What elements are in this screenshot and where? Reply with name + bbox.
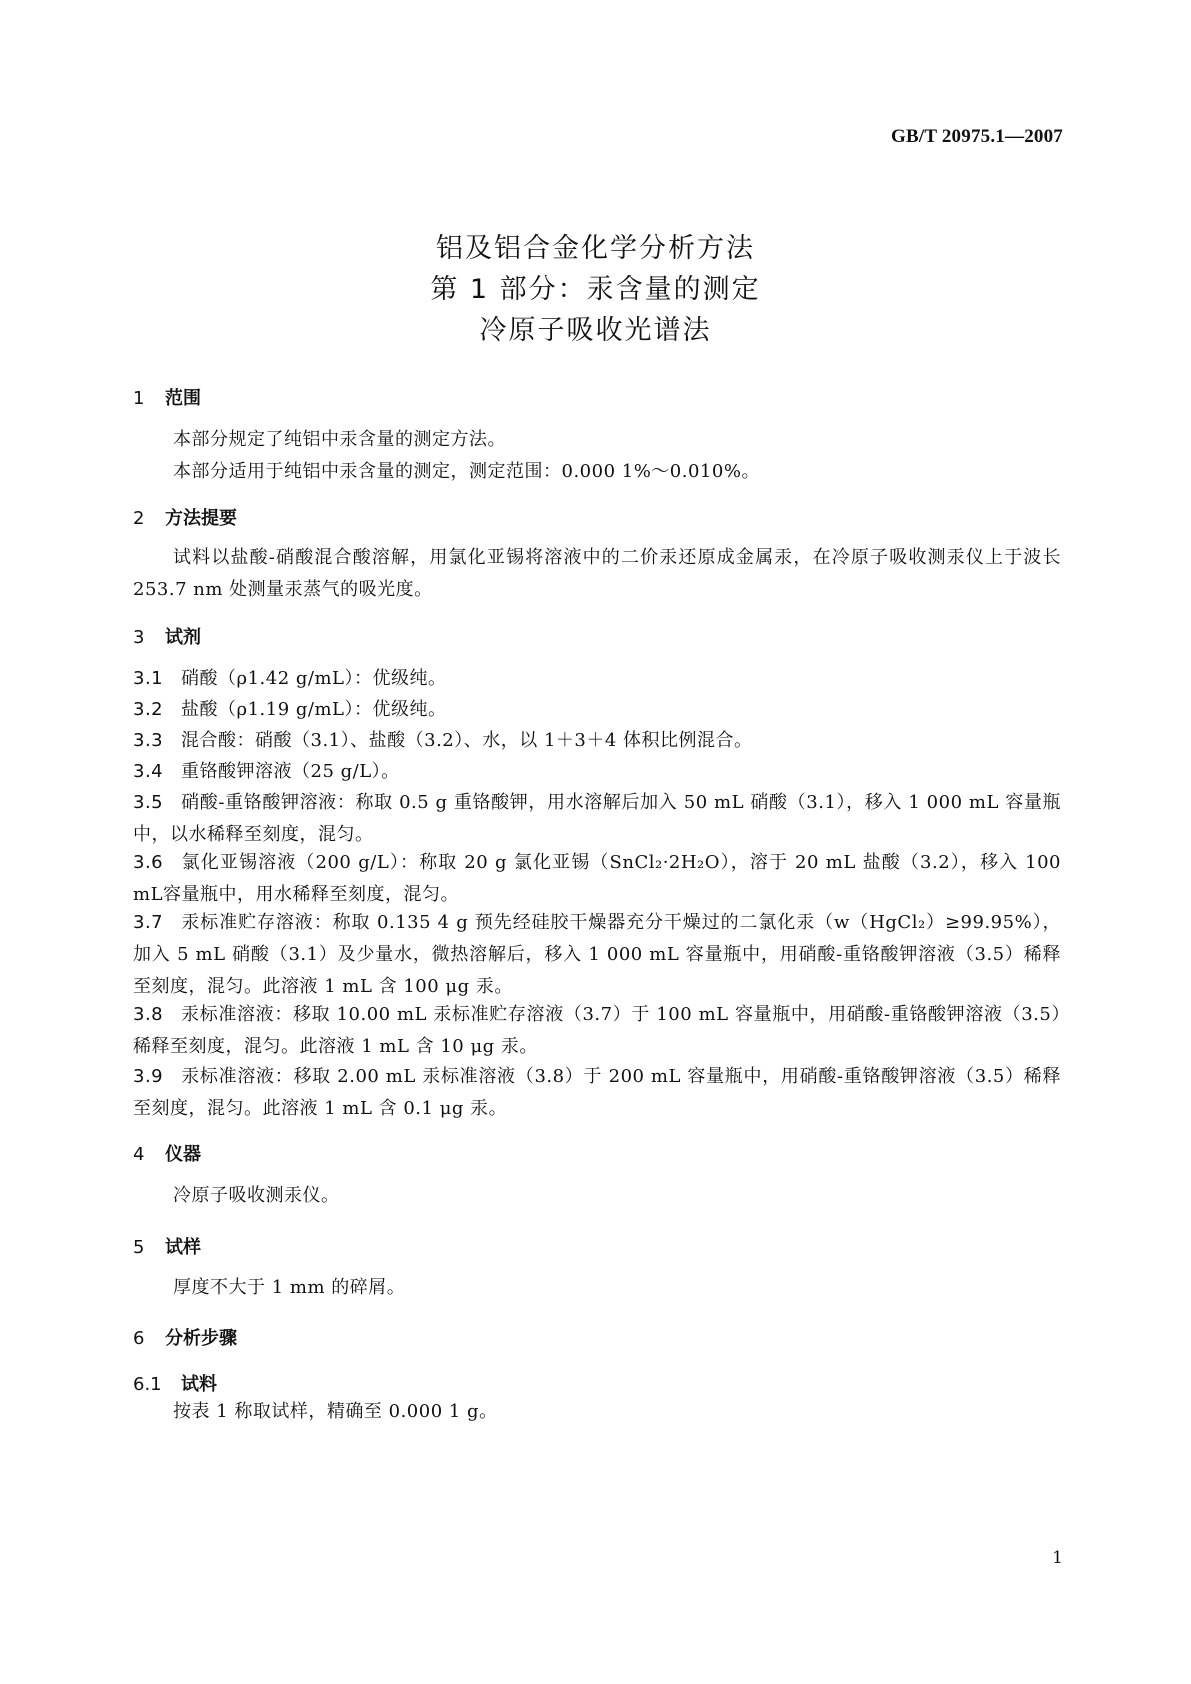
item-number: 3.2 [133, 699, 164, 720]
section-title: 试样 [165, 1237, 201, 1258]
item-number: 3.8 [133, 1004, 164, 1025]
subsection-6-1-paragraph: 按表 1 称取试样，精确至 0.000 1 g。 [173, 1401, 498, 1422]
item-number: 3.5 [133, 792, 164, 813]
item-text: 汞标准溶液：移取 10.00 mL 汞标准贮存溶液（3.7）于 100 mL 容量瓶中，用硝酸-重铬酸钾溶液（3.5）稀释至刻度，混匀。此溶液 1 mL 含 10 μg 汞。 [133, 1004, 1061, 1057]
subsection-title: 试料 [181, 1374, 217, 1395]
document-title [0, 228, 1191, 351]
section-title: 方法提要 [165, 508, 237, 529]
reagent-item [133, 907, 1061, 1003]
item-text: 盐酸（ρ1.19 g/mL）：优级纯。 [181, 699, 447, 720]
section-1-heading [133, 384, 201, 410]
section-6-heading [133, 1324, 237, 1350]
item-number: 3.4 [133, 761, 164, 782]
section-number: 2 [133, 508, 145, 529]
section-3-heading [133, 623, 201, 649]
reagent-item [133, 756, 1061, 788]
subsection-number: 6.1 [133, 1374, 162, 1395]
reagent-item [133, 847, 1061, 911]
section-5-heading [133, 1233, 201, 1259]
item-number: 3.7 [133, 912, 164, 933]
item-text: 硝酸-重铬酸钾溶液：称取 0.5 g 重铬酸钾，用水溶解后加入 50 mL 硝酸（3.1），移入 1 000 mL 容量瓶中，以水稀释至刻度，混匀。 [133, 792, 1061, 845]
item-number: 3.6 [133, 852, 164, 873]
section-number: 5 [133, 1237, 145, 1258]
section-title: 试剂 [165, 627, 201, 648]
item-number: 3.1 [133, 668, 164, 689]
section-5-paragraph: 厚度不大于 1 mm 的碎屑。 [173, 1277, 406, 1298]
subsection-6-1-heading [133, 1370, 217, 1396]
section-4-heading [133, 1140, 201, 1166]
page-number: 1 [1052, 1548, 1063, 1568]
item-text: 重铬酸钾溶液（25 g/L）。 [181, 761, 400, 782]
standard-code: GB/T 20975.1—2007 [891, 126, 1063, 147]
section-2-heading [133, 504, 237, 530]
item-text: 混合酸：硝酸（3.1）、盐酸（3.2）、水，以 1＋3＋4 体积比例混合。 [181, 730, 753, 751]
section-title: 仪器 [165, 1144, 201, 1165]
title-line-1: 铝及铝合金化学分析方法 [436, 233, 755, 264]
item-text: 汞标准溶液：移取 2.00 mL 汞标准溶液（3.8）于 200 mL 容量瓶中，用硝酸-重铬酸钾溶液（3.5）稀释至刻度，混匀。此溶液 1 mL 含 0.1 μg 汞。 [133, 1066, 1061, 1119]
reagent-item [133, 999, 1061, 1063]
item-text: 汞标准贮存溶液：称取 0.135 4 g 预先经硅胶干燥器充分干燥过的二氯化汞（w（HgCl₂）≥99.95%），加入 5 mL 硝酸（3.1）及少量水，微热溶解后，移入 1 000 mL 容量瓶中，用硝酸-重铬酸钾溶液（3.5）稀释至刻度，混匀。此溶液 1 mL 含 100 μg 汞。 [133, 912, 1061, 997]
section-2-paragraph: 试料以盐酸-硝酸混合酸溶解，用氯化亚锡将溶液中的二价汞还原成金属汞，在冷原子吸收测汞仪上于波长 253.7 nm 处测量汞蒸气的吸光度。 [133, 547, 1061, 600]
item-number: 3.9 [133, 1066, 164, 1087]
section-number: 3 [133, 627, 145, 648]
reagent-item [133, 787, 1061, 851]
section-number: 1 [133, 388, 145, 409]
section-1-paragraph-1: 本部分规定了纯铝中汞含量的测定方法。 [173, 429, 506, 450]
section-number: 4 [133, 1144, 145, 1165]
reagent-item [133, 694, 1061, 726]
item-text: 硝酸（ρ1.42 g/mL）：优级纯。 [181, 668, 447, 689]
section-1-paragraph-2: 本部分适用于纯铝中汞含量的测定，测定范围：0.000 1%～0.010%。 [173, 461, 760, 482]
section-number: 6 [133, 1328, 145, 1349]
section-4-paragraph: 冷原子吸收测汞仪。 [173, 1185, 340, 1206]
reagent-item [133, 725, 1061, 757]
title-line-2: 第 1 部分：汞含量的测定 [430, 274, 761, 305]
section-title: 范围 [165, 388, 201, 409]
item-text: 氯化亚锡溶液（200 g/L）：称取 20 g 氯化亚锡（SnCl₂·2H₂O），溶于 20 mL 盐酸（3.2），移入 100 mL容量瓶中，用水稀释至刻度，混匀。 [133, 852, 1061, 905]
section-title: 分析步骤 [165, 1328, 237, 1349]
title-line-3: 冷原子吸收光谱法 [479, 315, 712, 346]
reagent-item [133, 1061, 1061, 1125]
reagent-item [133, 663, 1061, 695]
item-number: 3.3 [133, 730, 164, 751]
